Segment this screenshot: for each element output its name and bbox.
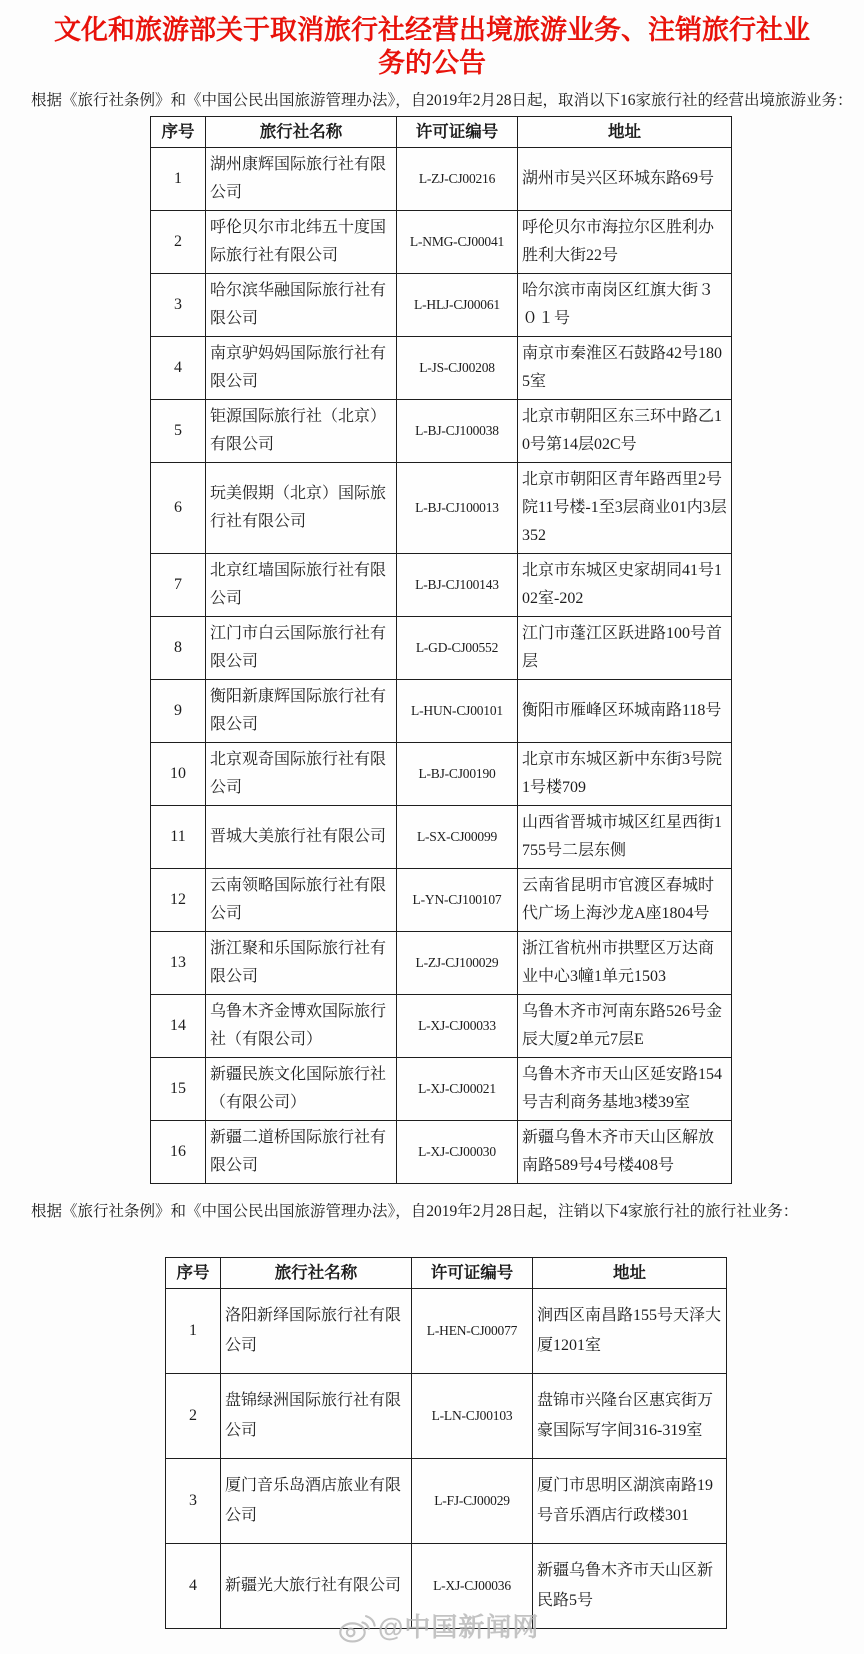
agency-name-cell: 衡阳新康辉国际旅行社有限公司 (206, 679, 397, 742)
license-no-cell: L-JS-CJ00208 (397, 336, 518, 399)
column-header: 序号 (151, 116, 206, 147)
address-cell: 湖州市吴兴区环城东路69号 (518, 147, 732, 210)
license-no-cell: L-HUN-CJ00101 (397, 679, 518, 742)
address-cell: 呼伦贝尔市海拉尔区胜利办胜利大街22号 (518, 210, 732, 273)
column-header: 序号 (166, 1257, 221, 1288)
row-index-cell: 6 (151, 462, 206, 553)
address-cell: 山西省晋城市城区红星西街1755号二层东侧 (518, 805, 732, 868)
table-row (151, 399, 732, 462)
agency-name-cell: 浙江聚和乐国际旅行社有限公司 (206, 931, 397, 994)
address-cell: 云南省昆明市官渡区春城时代广场上海沙龙A座1804号 (518, 868, 732, 931)
intro-cancel-paragraph: 根据《旅行社条例》和《中国公民出国旅游管理办法》，自2019年2月28日起，取消以下16家旅行社的经营出境旅游业务： (31, 91, 853, 109)
address-cell: 江门市蓬江区跃进路100号首层 (518, 616, 732, 679)
agency-name-cell: 玩美假期（北京）国际旅行社有限公司 (206, 462, 397, 553)
table-row (151, 742, 732, 805)
row-index-cell: 1 (151, 147, 206, 210)
agency-name-cell: 厦门音乐岛酒店旅业有限公司 (221, 1458, 412, 1543)
license-no-cell: L-HEN-CJ00077 (412, 1288, 533, 1373)
table-row (166, 1543, 727, 1628)
row-index-cell: 3 (166, 1458, 221, 1543)
address-cell: 北京市朝阳区青年路西里2号院11号楼-1至3层商业01内3层352 (518, 462, 732, 553)
license-no-cell: L-XJ-CJ00021 (397, 1057, 518, 1120)
license-no-cell: L-BJ-CJ100143 (397, 553, 518, 616)
intro-deregister-paragraph: 根据《旅行社条例》和《中国公民出国旅游管理办法》，自2019年2月28日起，注销以下4家旅行社的旅行社业务： (31, 1202, 799, 1220)
agency-name-cell: 盘锦绿洲国际旅行社有限公司 (221, 1373, 412, 1458)
agency-name-cell: 湖州康辉国际旅行社有限公司 (206, 147, 397, 210)
license-no-cell: L-HLJ-CJ00061 (397, 273, 518, 336)
table-row (166, 1373, 727, 1458)
address-cell: 厦门市思明区湖滨南路19号音乐酒店行政楼301 (533, 1458, 727, 1543)
table-row (151, 273, 732, 336)
license-no-cell: L-BJ-CJ00190 (397, 742, 518, 805)
table-row (151, 805, 732, 868)
watermark-text: @中国新闻网 (378, 1612, 540, 1642)
agency-name-cell: 云南领略国际旅行社有限公司 (206, 868, 397, 931)
table-row (151, 931, 732, 994)
table-row (151, 1057, 732, 1120)
column-header: 许可证编号 (397, 116, 518, 147)
agency-name-cell: 北京红墙国际旅行社有限公司 (206, 553, 397, 616)
agency-name-cell: 呼伦贝尔市北纬五十度国际旅行社有限公司 (206, 210, 397, 273)
row-index-cell: 16 (151, 1120, 206, 1183)
address-cell: 乌鲁木齐市天山区延安路154号吉利商务基地3楼39室 (518, 1057, 732, 1120)
agency-name-cell: 晋城大美旅行社有限公司 (206, 805, 397, 868)
address-cell: 北京市东城区史家胡同41号102室-202 (518, 553, 732, 616)
agency-name-cell: 江门市白云国际旅行社有限公司 (206, 616, 397, 679)
address-cell: 涧西区南昌路155号天泽大厦1201室 (533, 1288, 727, 1373)
license-no-cell: L-ZJ-CJ100029 (397, 931, 518, 994)
agency-name-cell: 新疆光大旅行社有限公司 (221, 1543, 412, 1628)
agency-name-cell: 新疆民族文化国际旅行社（有限公司） (206, 1057, 397, 1120)
row-index-cell: 1 (166, 1288, 221, 1373)
row-index-cell: 15 (151, 1057, 206, 1120)
license-no-cell: L-XJ-CJ00036 (412, 1543, 533, 1628)
row-index-cell: 2 (151, 210, 206, 273)
row-index-cell: 4 (151, 336, 206, 399)
row-index-cell: 14 (151, 994, 206, 1057)
address-cell: 新疆乌鲁木齐市天山区新民路5号 (533, 1543, 727, 1628)
address-cell: 乌鲁木齐市河南东路526号金辰大厦2单元7层E (518, 994, 732, 1057)
agency-name-cell: 哈尔滨华融国际旅行社有限公司 (206, 273, 397, 336)
agency-name-cell: 乌鲁木齐金博欢国际旅行社（有限公司） (206, 994, 397, 1057)
row-index-cell: 9 (151, 679, 206, 742)
table-row (151, 616, 732, 679)
table-row (151, 147, 732, 210)
license-no-cell: L-LN-CJ00103 (412, 1373, 533, 1458)
table-row (151, 553, 732, 616)
row-index-cell: 3 (151, 273, 206, 336)
column-header: 旅行社名称 (221, 1257, 412, 1288)
deregistered-agencies-table (165, 1257, 727, 1629)
license-no-cell: L-XJ-CJ00030 (397, 1120, 518, 1183)
license-no-cell: L-BJ-CJ100038 (397, 399, 518, 462)
table-row (151, 462, 732, 553)
agency-name-cell: 新疆二道桥国际旅行社有限公司 (206, 1120, 397, 1183)
license-no-cell: L-XJ-CJ00033 (397, 994, 518, 1057)
row-index-cell: 5 (151, 399, 206, 462)
license-no-cell: L-FJ-CJ00029 (412, 1458, 533, 1543)
license-no-cell: L-NMG-CJ00041 (397, 210, 518, 273)
table-row (151, 868, 732, 931)
agency-name-cell: 钜源国际旅行社（北京）有限公司 (206, 399, 397, 462)
address-cell: 哈尔滨市南岗区红旗大街３０１号 (518, 273, 732, 336)
row-index-cell: 7 (151, 553, 206, 616)
row-index-cell: 12 (151, 868, 206, 931)
row-index-cell: 13 (151, 931, 206, 994)
column-header: 地址 (533, 1257, 727, 1288)
address-cell: 北京市东城区新中东街3号院1号楼709 (518, 742, 732, 805)
license-no-cell: L-YN-CJ100107 (397, 868, 518, 931)
row-index-cell: 4 (166, 1543, 221, 1628)
column-header: 许可证编号 (412, 1257, 533, 1288)
table-header-row (151, 116, 732, 147)
column-header: 旅行社名称 (206, 116, 397, 147)
agency-name-cell: 北京观奇国际旅行社有限公司 (206, 742, 397, 805)
table-row (151, 210, 732, 273)
agency-name-cell: 洛阳新绎国际旅行社有限公司 (221, 1288, 412, 1373)
table-row (151, 336, 732, 399)
address-cell: 新疆乌鲁木齐市天山区解放南路589号4号楼408号 (518, 1120, 732, 1183)
address-cell: 南京市秦淮区石鼓路42号1805室 (518, 336, 732, 399)
row-index-cell: 11 (151, 805, 206, 868)
table-row (151, 994, 732, 1057)
address-cell: 浙江省杭州市拱墅区万达商业中心3幢1单元1503 (518, 931, 732, 994)
row-index-cell: 8 (151, 616, 206, 679)
column-header: 地址 (518, 116, 732, 147)
table-row (151, 679, 732, 742)
address-cell: 北京市朝阳区东三环中路乙10号第14层02C号 (518, 399, 732, 462)
license-no-cell: L-ZJ-CJ00216 (397, 147, 518, 210)
table-row (166, 1458, 727, 1543)
address-cell: 衡阳市雁峰区环城南路118号 (518, 679, 732, 742)
table-header-row (166, 1257, 727, 1288)
row-index-cell: 2 (166, 1373, 221, 1458)
cancelled-agencies-table (150, 116, 732, 1184)
license-no-cell: L-BJ-CJ100013 (397, 462, 518, 553)
license-no-cell: L-GD-CJ00552 (397, 616, 518, 679)
table-row (151, 1120, 732, 1183)
license-no-cell: L-SX-CJ00099 (397, 805, 518, 868)
table-row (166, 1288, 727, 1373)
row-index-cell: 10 (151, 742, 206, 805)
page-title: 文化和旅游部关于取消旅行社经营出境旅游业务、注销旅行社业务的公告 (54, 15, 810, 78)
agency-name-cell: 南京驴妈妈国际旅行社有限公司 (206, 336, 397, 399)
address-cell: 盘锦市兴隆台区惠宾街万豪国际写字间316-319室 (533, 1373, 727, 1458)
